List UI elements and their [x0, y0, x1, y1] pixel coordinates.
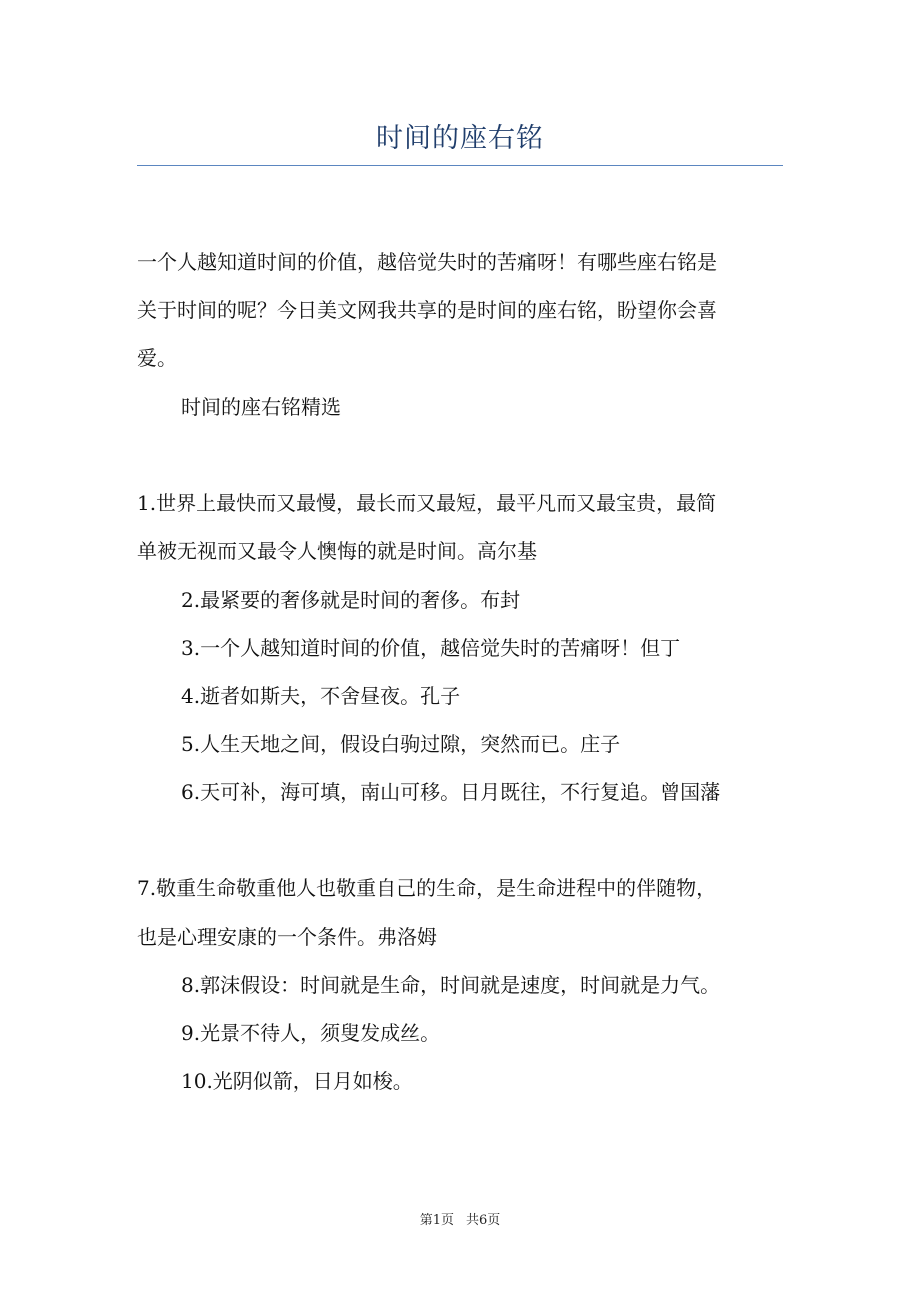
intro-line-3: 爱。	[137, 346, 177, 370]
quote-5: 5.人生天地之间，假设白驹过隙，突然而已。庄子	[181, 732, 621, 756]
page-number: 第1页	[419, 1213, 454, 1228]
quote-3: 3.一个人越知道时间的价值，越倍觉失时的苦痛呀！但丁	[181, 636, 681, 660]
intro-line-1: 一个人越知道时间的价值，越倍觉失时的苦痛呀！有哪些座右铭是	[137, 250, 717, 274]
title-underline	[137, 165, 783, 166]
section-heading: 时间的座右铭精选	[181, 395, 341, 419]
quote-2: 2.最紧要的奢侈就是时间的奢侈。布封	[181, 588, 521, 612]
quote-4: 4.逝者如斯夫，不舍昼夜。孔子	[181, 684, 461, 708]
page-footer	[0, 1209, 920, 1228]
page-total: 共6页	[466, 1213, 501, 1228]
quote-1-line-2: 单被无视而又最令人懊悔的就是时间。高尔基	[137, 539, 537, 563]
document-title: 时间的座右铭	[376, 123, 544, 154]
quote-10: 10.光阴似箭，日月如梭。	[181, 1069, 413, 1093]
quote-9: 9.光景不待人，须叟发成丝。	[181, 1021, 441, 1045]
quote-6: 6.天可补，海可填，南山可移。日月既往，不行复追。曾国藩	[181, 780, 721, 804]
quote-8: 8.郭沫假设：时间就是生命，时间就是速度，时间就是力气。	[181, 973, 721, 997]
quote-7-line-1: 7.敬重生命敬重他人也敬重自己的生命，是生命进程中的伴随物，	[137, 876, 717, 900]
quote-7-line-2: 也是心理安康的一个条件。弗洛姆	[137, 925, 437, 949]
intro-line-2: 关于时间的呢？今日美文网我共享的是时间的座右铭，盼望你会喜	[137, 298, 717, 322]
quote-1-line-1: 1.世界上最快而又最慢，最长而又最短，最平凡而又最宝贵，最简	[137, 491, 717, 515]
